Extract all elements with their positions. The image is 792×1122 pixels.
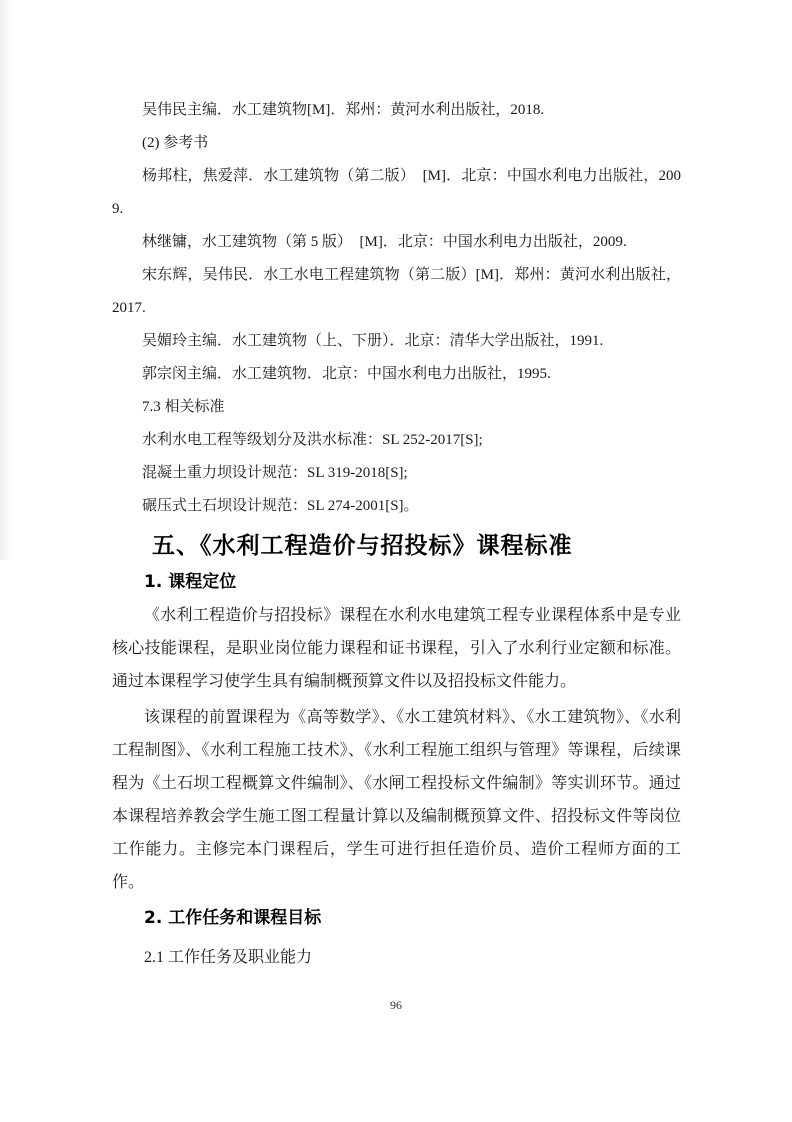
reference-line: 杨邦柱，焦爱萍．水工建筑物（第二版） [M]．北京：中国水利电力出版社，2009. xyxy=(112,168,681,217)
page-content xyxy=(112,94,681,974)
reference-line: 宋东辉，吴伟民．水工水电工程建筑物（第二版）[M]．郑州：黄河水利出版社，2017. xyxy=(112,267,681,316)
reference-line: 林继镛，水工建筑物（第 5 版） [M]．北京：中国水利电力出版社，2009. xyxy=(142,234,627,250)
standards-subheading: 7.3 相关标准 xyxy=(142,399,225,415)
standard-line: 碾压式土石坝设计规范：SL 274-2001[S]。 xyxy=(142,498,419,514)
standard-line: 混凝土重力坝设计规范：SL 319-2018[S]; xyxy=(142,465,408,481)
subheading-work-tasks: 2.1 工作任务及职业能力 xyxy=(144,949,313,966)
heading-course-positioning: 1. 课程定位 xyxy=(144,572,237,592)
reference-line: 吴媚玲主编．水工建筑物（上、下册）．北京：清华大学出版社，1991. xyxy=(142,333,604,349)
section-title: 五、《水利工程造价与招投标》课程标准 xyxy=(152,533,573,559)
page-number: 96 xyxy=(390,998,402,1012)
reference-subheading: (2) 参考书 xyxy=(142,135,209,151)
paragraph-course-positioning-2: 该课程的前置课程为《高等数学》、《水工建筑材料》、《水工建筑物》、《水利工程制图》、《水利工程施工技术》、《水利工程施工组织与管理》等课程，后续课程为《土石坝工程概算文件编制》、《水闸工程投标文件编制》等实训环节。通过本课程培养教会学生施工图工程量计算以及编制概预算文件、招投标文件等岗位工作能力。主修完本门课程后，学生可进行担任造价员、造价工程师方面的工作。 xyxy=(112,709,681,891)
paragraph-course-positioning-1: 《水利工程造价与招投标》课程在水利水电建筑工程专业课程体系中是专业核心技能课程，是职业岗位能力课程和证书课程，引入了水利行业定额和标准。通过本课程学习使学生具有编制概预算文件以及招投标文件能力。 xyxy=(112,607,681,690)
reference-line: 郭宗闵主编．水工建筑物．北京：中国水利电力出版社，1995. xyxy=(142,366,551,382)
page-edge-shadow xyxy=(0,0,14,560)
standard-line: 水利水电工程等级划分及洪水标准：SL 252-2017[S]; xyxy=(142,432,483,448)
heading-tasks-and-goals: 2. 工作任务和课程目标 xyxy=(144,908,322,928)
reference-line: 吴伟民主编．水工建筑物[M]．郑州：黄河水利出版社，2018. xyxy=(142,102,545,118)
